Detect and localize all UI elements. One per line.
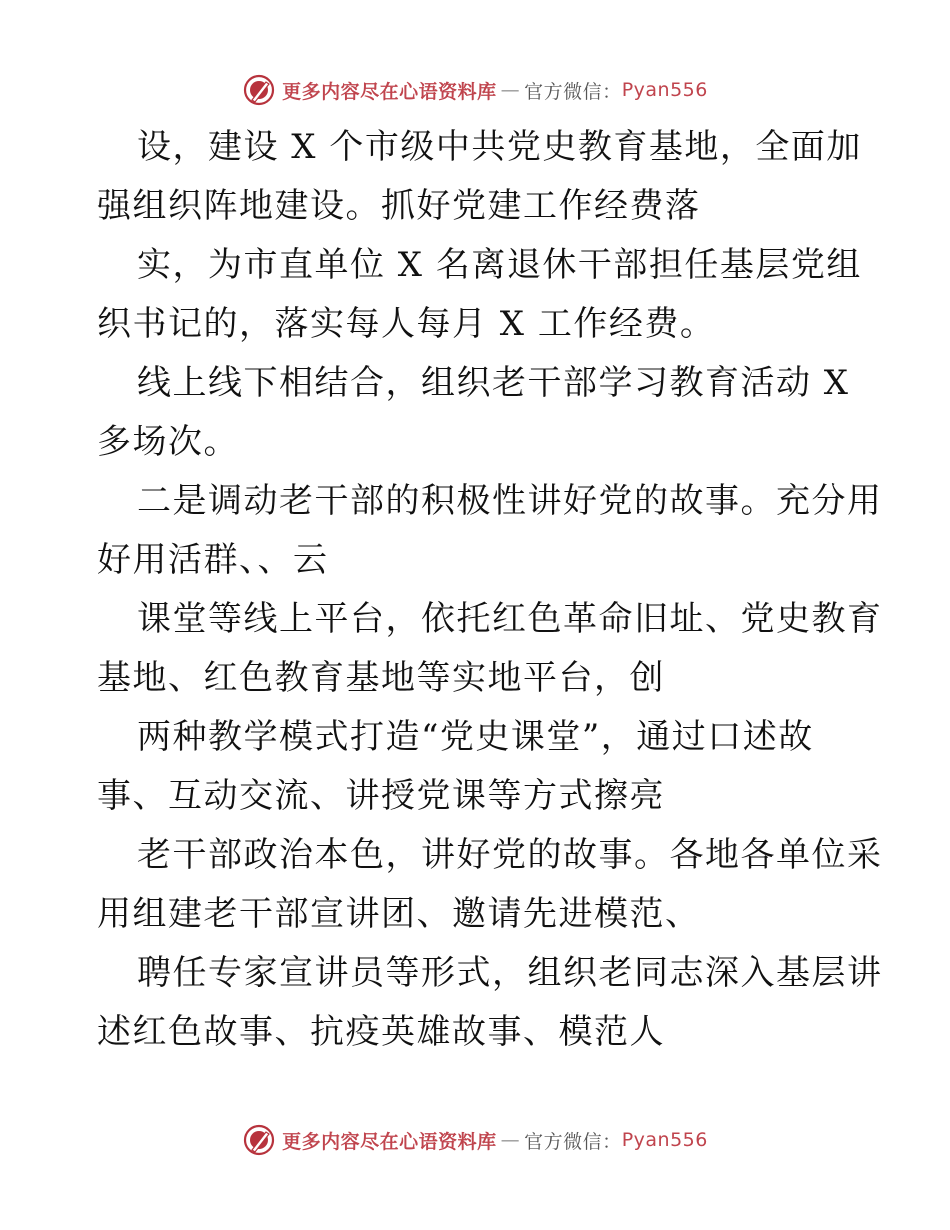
text-line: 实，为市直单位 X 名离退休干部担任基层党组 [137, 245, 862, 285]
text-line: 线上线下相结合，组织老干部学习教育活动 X [137, 363, 850, 403]
watermark-separator: — [500, 1129, 521, 1151]
text-line: 多场次。 [97, 422, 239, 462]
text-line: 两种教学模式打造“党史课堂”，通过口述故 [137, 717, 814, 757]
watermark-account: Pyan556 [621, 79, 708, 101]
watermark-label: 官方微信： [524, 80, 622, 103]
footer-watermark [0, 1120, 950, 1160]
text-line: 课堂等线上平台，依托红色革命旧址、党史教育 [137, 599, 883, 639]
watermark-separator: — [500, 79, 521, 101]
watermark-label: 官方微信： [524, 1130, 622, 1153]
text-line: 述红色故事、抗疫英雄故事、模范人 [97, 1012, 665, 1052]
text-line: 好用活群、、云 [97, 540, 329, 580]
text-line: 基地、红色教育基地等实地平台，创 [97, 658, 665, 698]
pen-seal-icon [242, 73, 276, 107]
text-line: 用组建老干部宣讲团、邀请先进模范、 [97, 894, 701, 934]
text-line: 老干部政治本色，讲好党的故事。各地各单位采 [137, 835, 883, 875]
watermark-brand-text: 更多内容尽在心语资料库 [282, 1130, 497, 1153]
header-watermark [0, 70, 950, 110]
text-line: 设，建设 X 个市级中共党史教育基地，全面加 [137, 127, 862, 167]
text-line: 二是调动老干部的积极性讲好党的故事。充分用 [137, 481, 883, 521]
watermark-brand-text: 更多内容尽在心语资料库 [282, 80, 497, 103]
text-line: 强组织阵地建设。抓好党建工作经费落 [97, 186, 701, 226]
text-line: 聘任专家宣讲员等形式，组织老同志深入基层讲 [137, 953, 883, 993]
text-line: 织书记的，落实每人每月 X 工作经费。 [97, 304, 716, 344]
text-line: 事、互动交流、讲授党课等方式擦亮 [97, 776, 665, 816]
pen-seal-icon [242, 1123, 276, 1157]
watermark-account: Pyan556 [621, 1129, 708, 1151]
document-body [97, 118, 883, 1062]
